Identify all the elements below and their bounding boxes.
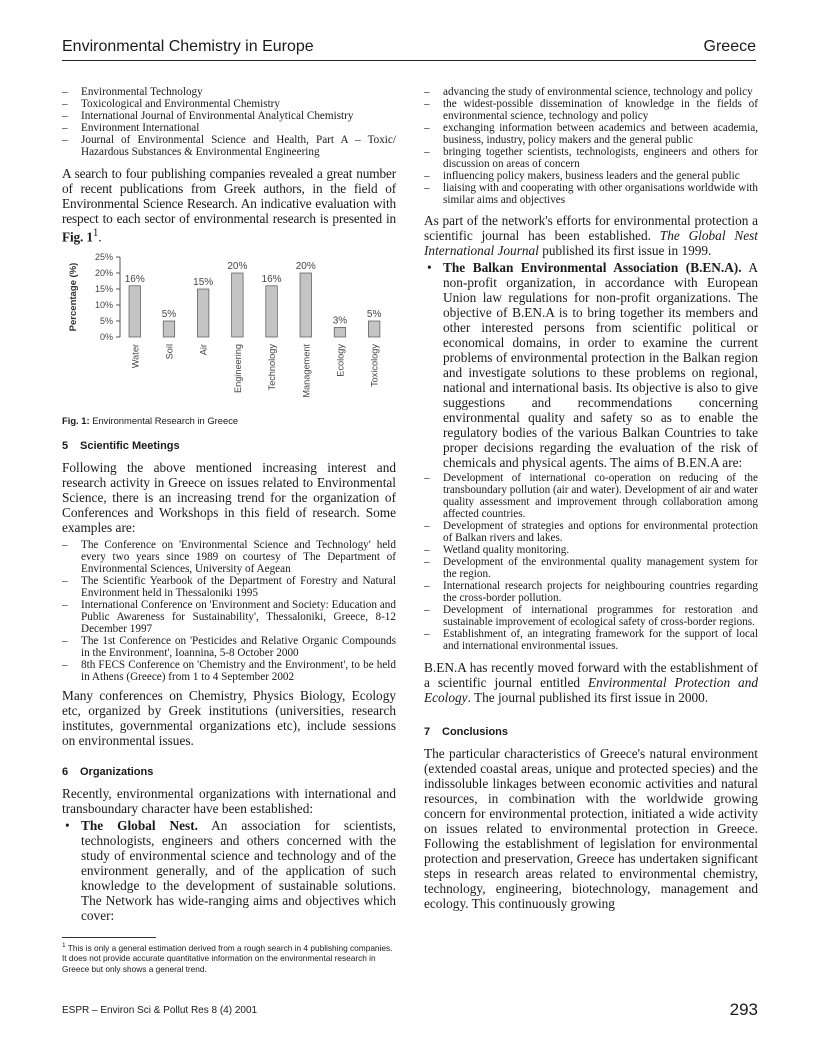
bar [368, 321, 380, 337]
bar [129, 286, 141, 337]
bar-chart [62, 253, 396, 413]
meetings-list [62, 539, 396, 683]
y-tick-label: 10% [94, 300, 113, 311]
network-paragraph [424, 213, 758, 258]
section-title: Organizations [80, 766, 154, 779]
y-tick-label: 25% [94, 253, 113, 263]
org-name: The Balkan Environmental Association (B.EN.A). [443, 260, 742, 275]
section-number: 7 [424, 726, 431, 738]
x-tick-label: Toxicology [369, 344, 380, 388]
x-tick-label: Air [198, 344, 209, 356]
network-text-end: published its first issue in 1999. [538, 243, 712, 258]
search-paragraph-text: A search to four publishing companies revealed a great number of recent publications from Greek authors, in the field of Environmental Science Research. An indicative evaluation with respect to each sector of environmental research is presented in [62, 166, 396, 226]
meeting-list-item: – The 1st Conference on 'Pesticides and Relative Organic Compounds in the Environment', Ioannina, 5-8 October 2000 [62, 635, 396, 659]
bar-value-label: 5% [366, 309, 382, 321]
section-title: Conclusions [442, 726, 509, 738]
bar-value-label: 5% [161, 309, 177, 321]
y-tick-label: 20% [94, 268, 113, 279]
bena-aim-item: – Wetland quality monitoring. [424, 544, 758, 556]
journal-list [62, 86, 396, 158]
bena-item [424, 260, 758, 470]
bar-value-label: 15% [193, 277, 214, 289]
bar-value-label: 20% [227, 261, 248, 273]
network-text: As part of the network's efforts for environmental protection a scientific journal has been established. [424, 213, 758, 243]
bar-value-label: 16% [124, 274, 145, 286]
journal-list-item: – Environment International [62, 122, 396, 134]
bar [197, 289, 209, 337]
footnote-rule [62, 937, 156, 938]
bar-value-label: 3% [332, 315, 348, 327]
meeting-list-item: – The Conference on 'Environmental Science and Technology' held every two years since 1989 on courtesy of The Department of Environmental Sciences, University of Aegean [62, 539, 396, 575]
header-country: Greece [703, 38, 756, 55]
y-axis-title: Percentage (%) [68, 263, 79, 332]
bena-journal-text: B.EN.A has recently moved forward with the establishment of a scientific journal entitled [424, 660, 758, 690]
y-tick-label: 0% [99, 332, 113, 343]
nest-aim-item: – liaising with and cooperating with other organisations worldwide with similar aims and objectives [424, 182, 758, 206]
nest-aims-list [424, 86, 758, 206]
footnote-text: This is only a general estimation derived from a rough search in 4 publishing companies. It does not provide accurate quantitative information on the environmental research in Greece but only shows a general trend. [62, 942, 393, 974]
running-header [62, 36, 756, 61]
bena-aim-item: – Development of the environmental quality management system for the region. [424, 556, 758, 580]
meetings-outro: Many conferences on Chemistry, Physics Biology, Ecology etc, organized by Greek institutions (universities, research institutes, governmental organizations etc), include sessions on environmental issues. [62, 688, 396, 749]
x-tick-label: Soil [164, 344, 175, 360]
meetings-intro: Following the above mentioned increasing interest and research activity in Greece on issues related to Environmental Science, there is an increasing trend for the organization of Conferences and Workshops in this field of research. Some examples are: [62, 460, 396, 536]
meeting-list-item: – The Scientific Yearbook of the Department of Forestry and Natural Environment held in Thessaloniki 1995 [62, 575, 396, 599]
footnote-number: 1 [62, 942, 66, 949]
bena-aim-item: – International research projects for neighbouring countries regarding the cross-border pollution. [424, 580, 758, 604]
bar-value-label: 16% [261, 274, 282, 286]
bar-value-label: 20% [295, 261, 316, 273]
figure-1 [62, 253, 396, 413]
journal-list-item: – International Journal of Environmental Analytical Chemistry [62, 110, 396, 122]
bar [232, 273, 244, 337]
bena-aims-list [424, 472, 758, 652]
y-tick-label: 15% [94, 284, 113, 295]
global-nest-item [62, 818, 396, 923]
section-number: 5 [62, 440, 69, 453]
caption-text: Environmental Research in Greece [92, 415, 239, 427]
nest-aim-item: – bringing together scientists, technologists, engineers and others for discussion on areas of concern [424, 146, 758, 170]
section-6-heading [62, 765, 396, 779]
journal-name: Environmental Protection and Ecology [424, 675, 758, 705]
bena-journal-text-end: . The journal published its first issue in 2000. [467, 690, 709, 705]
section-title: Scientific Meetings [80, 440, 180, 453]
journal-name: The Global Nest International Journal [424, 228, 758, 258]
org-description: An association for scientists, technologists, engineers and others concerned with the study of environmental science and technology and of the environment generally, and of the application of such knowledge to the development of sustainable solutions. The Network has wide-ranging aims and objectives which cover: [81, 818, 396, 924]
bena-aim-item: – Development of international programmes for restoration and sustainable improvement of ecological safety of cross-border regions. [424, 604, 758, 628]
x-tick-label: Management [301, 344, 312, 399]
figure-reference[interactable]: Fig. 1 [62, 229, 93, 245]
meeting-list-item: – 8th FECS Conference on 'Chemistry and the Environment', to be held in Athens (Greece) from 1 to 4 September 2002 [62, 659, 396, 683]
header-title: Environmental Chemistry in Europe [62, 38, 314, 55]
bar [266, 286, 278, 337]
nest-aim-item: – influencing policy makers, business leaders and the general public [424, 170, 758, 182]
journal-list-item: – Toxicological and Environmental Chemistry [62, 98, 396, 110]
x-tick-label: Technology [267, 344, 278, 391]
page-number: 293 [729, 1000, 758, 1019]
x-tick-label: Water [130, 344, 141, 369]
section-7-heading [424, 725, 758, 739]
figure-caption [62, 415, 396, 427]
journal-citation: ESPR – Environ Sci & Pollut Res 8 (4) 2001 [62, 1005, 258, 1016]
bar [334, 328, 346, 338]
org-name: The Global Nest. [81, 818, 198, 834]
right-column [424, 86, 758, 911]
nest-aim-item: – advancing the study of environmental science, technology and policy [424, 86, 758, 98]
nest-aim-item: – the widest-possible dissemination of knowledge in the fields of environmental science, technology and policy [424, 98, 758, 122]
bena-aim-item: – Establishment of, an integrating framework for the support of local and international environmental issues. [424, 628, 758, 652]
left-column [62, 86, 396, 923]
journal-list-item: – Environmental Technology [62, 86, 396, 98]
organizations-intro: Recently, environmental organizations with international and transboundary character have been established: [62, 786, 396, 817]
bena-list [424, 260, 758, 470]
bar [300, 273, 312, 337]
y-tick-label: 5% [99, 316, 113, 327]
nest-aim-item: – exchanging information between academics and between academia, business, industry, policy makers and the general public [424, 122, 758, 146]
section-5-heading [62, 439, 396, 453]
journal-list-item: – Journal of Environmental Science and Health, Part A – Toxic/ Hazardous Substances & Environmental Engineering [62, 134, 396, 158]
conclusions-paragraph: The particular characteristics of Greece's natural environment (extended coastal areas, unique and protected species) and the indissoluble linkages between economic activities and natural resources, in combination with the worldwide growing concern for environmental protection, initiated a wide activity on issues related to environmental protection in Greece. Following the establishment of legislation for environmental protection and preservation, Greece has undertaken significant steps in research areas related to environmental chemistry, technology, engineering, biotechnology, management and ecology. This continuously growing [424, 746, 758, 911]
bar [163, 321, 175, 337]
bena-journal-paragraph [424, 660, 758, 705]
section-number: 6 [62, 766, 69, 779]
x-tick-label: Ecology [335, 344, 346, 378]
footnote [62, 941, 396, 974]
footnote-marker[interactable]: 1 [92, 227, 99, 239]
bena-aim-item: – Development of strategies and options for environmental protection of Balkan rivers and lakes. [424, 520, 758, 544]
x-tick-label: Engineering [232, 344, 243, 394]
bena-aim-item: – Development of international co-operation on reducing of the transboundary pollution (air and water). Development of air and water quality assessment and improvement through collaboration among affected countries. [424, 472, 758, 520]
caption-label: Fig. 1: [62, 415, 90, 427]
organizations-list [62, 818, 396, 923]
meeting-list-item: – International Conference on 'Environment and Society: Education and Public Awareness for Sustainability', Thessaloniki, Greece, 8-12 December 1997 [62, 599, 396, 635]
search-paragraph: A search to four publishing companies revealed a great number of recent publications from Greek authors, in the field of Environmental Science Research. An indicative evaluation with respect to each sector of environmental research is presented in Fig. $1^1$. [62, 166, 396, 245]
org-description: A non-profit organization, in accordance with European Union law regulations for non-profit organizations. The objective of B.EN.A is to bring together its members and other interested persons from scientific political or economical domains, in order to examine the current problems of environmental protection in the Balkan region and investigate solutions to these problems on regional, national and international basis. Its objective is also to give suggestions and recommendations concerning environmental quality and safety so as to enable the regulatory bodies of the various Balkan Countries to take proper decisions regarding the evaluation of the risk of chemicals and physical agents. The aims of B.EN.A are: [443, 260, 758, 470]
